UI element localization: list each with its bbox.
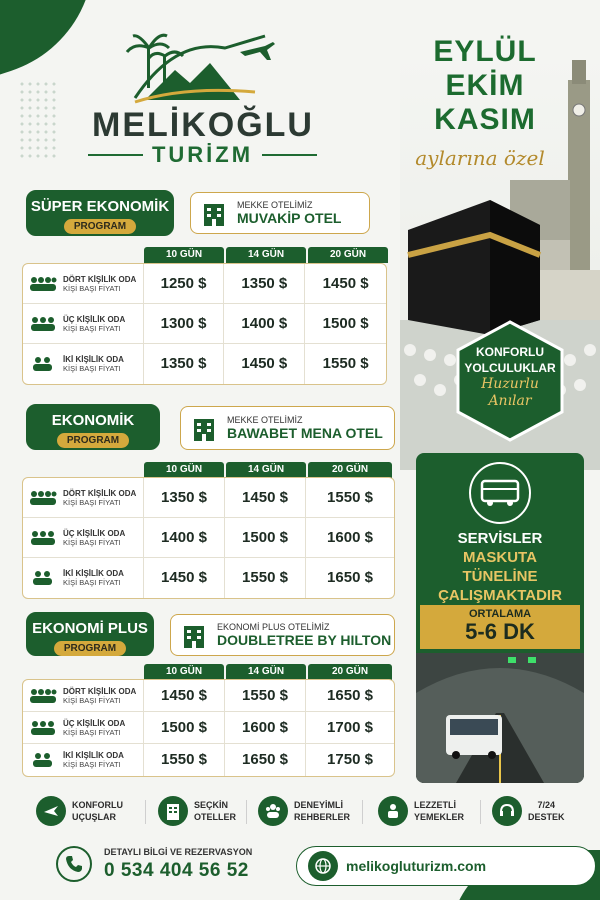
program-title: SÜPER EKONOMİK [30, 198, 170, 215]
feature-label: DESTEK [528, 812, 565, 822]
room-sub: KİŞİ BAŞI FİYATI [63, 497, 121, 507]
room-sub: KİŞİ BAŞI FİYATI [63, 283, 121, 293]
months-script: aylarına özel [415, 146, 545, 170]
globe-icon [308, 851, 338, 881]
hex-script: Huzurlu [481, 376, 539, 392]
price-cell: 1550 $ [322, 355, 369, 372]
four-people-icon [29, 688, 57, 704]
feature-label: REHBERLER [294, 812, 351, 822]
price-cell: 1650 $ [327, 569, 373, 586]
room-type: ÜÇ KİŞİLİK ODA [63, 314, 126, 324]
month-line: KASIM [434, 103, 536, 136]
support-icon [492, 796, 522, 826]
price-cell: 1500 $ [144, 712, 225, 743]
brand-sub: TURİZM [151, 142, 254, 167]
hex-line: YOLCULUKLAR [464, 361, 556, 375]
feature-label: LEZZETLİ [414, 800, 456, 810]
three-people-icon [29, 530, 57, 546]
logo-icon [115, 28, 285, 108]
table-row [23, 744, 394, 776]
month-line: EKİM [445, 69, 525, 102]
price-cell: 1350 $ [144, 344, 225, 384]
hotel-name: MUVAKİP OTEL [237, 210, 342, 226]
price-cell: 1600 $ [225, 712, 306, 743]
room-type: İKİ KİŞİLİK ODA [63, 355, 124, 364]
price-cell: 1550 $ [144, 744, 225, 776]
column-header: 10 GÜN [144, 664, 224, 680]
room-sub: KİŞİ BAŞI FİYATI [63, 364, 121, 373]
room-type: İKİ KİŞİLİK ODA [63, 569, 124, 578]
phone-number[interactable]: 0 534 404 56 52 [104, 860, 249, 881]
three-people-icon [29, 720, 57, 736]
four-people-icon [29, 276, 57, 292]
table-header [144, 247, 390, 263]
food-icon [378, 796, 408, 826]
feature-label: KONFORLU [72, 800, 123, 810]
table-row [23, 680, 394, 712]
price-cell: 1650 $ [327, 687, 373, 704]
table-row [23, 518, 394, 558]
hex-line: KONFORLU [476, 345, 544, 359]
room-sub: KİŞİ BAŞI FİYATI [63, 760, 121, 769]
price-cell: 1650 $ [225, 744, 306, 776]
price-table [22, 263, 387, 385]
duration-box [420, 605, 580, 649]
room-type: ÜÇ KİŞİLİK ODA [63, 718, 126, 728]
contact-label: DETAYLI BİLGİ VE REZERVASYON [104, 847, 253, 857]
feature-item [258, 796, 350, 826]
program-header [26, 612, 154, 656]
price-cell: 1550 $ [225, 680, 306, 711]
feature-item [378, 796, 464, 826]
hotel-icon [158, 796, 188, 826]
table-row [23, 304, 386, 344]
phone-icon[interactable] [56, 846, 92, 882]
price-cell: 1500 $ [322, 315, 369, 332]
duration-caption: ORTALAMA [468, 608, 532, 620]
price-cell: 1450 $ [322, 275, 369, 292]
hotel-caption: EKONOMİ PLUS OTELİMİZ [217, 622, 330, 632]
hotel-card [190, 192, 370, 234]
feature-label: SEÇKİN [194, 800, 229, 810]
two-people-icon [29, 752, 57, 768]
table-header [144, 664, 394, 680]
price-cell: 1250 $ [144, 264, 225, 303]
price-cell: 1400 $ [224, 304, 305, 343]
column-header: 14 GÜN [226, 462, 306, 478]
hex-badge-text [460, 344, 560, 410]
price-cell: 1300 $ [144, 304, 225, 343]
program-title: EKONOMİK [51, 412, 135, 429]
room-type: DÖRT KİŞİLİK ODA [63, 488, 137, 498]
price-cell: 1450 $ [144, 558, 225, 598]
room-type: İKİ KİŞİLİK ODA [63, 751, 124, 760]
hotel-name: DOUBLETREE BY HILTON [217, 632, 392, 648]
plane-icon [36, 796, 66, 826]
services-panel [416, 453, 584, 783]
table-row [23, 264, 386, 304]
building-icon [201, 200, 227, 226]
column-header: 14 GÜN [226, 247, 306, 263]
services-line: TÜNELİNE [462, 568, 538, 585]
room-type: DÖRT KİŞİLİK ODA [63, 274, 137, 284]
column-header: 10 GÜN [144, 462, 224, 478]
price-cell: 1550 $ [327, 489, 373, 506]
divider [480, 800, 481, 824]
services-line: SERVİSLER [457, 530, 543, 547]
months-headline [425, 35, 545, 137]
bus-icon [468, 461, 532, 525]
two-people-icon [29, 570, 57, 586]
program-title: EKONOMİ PLUS [32, 620, 148, 637]
services-line: MASKUTA [463, 549, 537, 566]
table-row [23, 344, 386, 384]
divider [246, 800, 247, 824]
room-sub: KİŞİ BAŞI FİYATI [63, 323, 121, 333]
room-sub: KİŞİ BAŞI FİYATI [63, 695, 121, 705]
hex-script: Anılar [488, 393, 532, 409]
dot-pattern [18, 80, 58, 160]
column-header: 20 GÜN [308, 664, 392, 680]
duration-value: 5-6 DK [465, 619, 535, 644]
services-line: ÇALIŞMAKTADIR [438, 587, 562, 604]
table-row [23, 558, 394, 598]
price-cell: 1350 $ [224, 264, 305, 303]
column-header: 14 GÜN [226, 664, 306, 680]
divider [145, 800, 146, 824]
price-table [22, 477, 395, 599]
corner-decoration [0, 0, 125, 80]
room-type: ÜÇ KİŞİLİK ODA [63, 528, 126, 538]
table-row [23, 712, 394, 744]
room-type: DÖRT KİŞİLİK ODA [63, 686, 137, 696]
room-sub: KİŞİ BAŞI FİYATI [63, 537, 121, 547]
feature-item [36, 796, 123, 826]
building-icon [191, 415, 217, 441]
three-people-icon [29, 316, 57, 332]
brand-name: MELİKOĞLU [92, 106, 314, 144]
feature-label: UÇUŞLAR [72, 812, 116, 822]
price-table [22, 679, 395, 777]
table-header [144, 462, 394, 478]
services-title [416, 529, 584, 605]
program-badge: PROGRAM [57, 433, 129, 448]
two-people-icon [29, 356, 57, 372]
feature-label: YEMEKLER [414, 812, 465, 822]
hotel-name: BAWABET MENA OTEL [227, 425, 383, 441]
feature-label: DENEYİMLİ [294, 800, 344, 810]
website-link[interactable]: melikogluturizm.com [346, 858, 487, 874]
price-cell: 1450 $ [144, 680, 225, 711]
feature-item [158, 796, 236, 826]
guide-icon [258, 796, 288, 826]
table-row [23, 478, 394, 518]
tunnel-photo [416, 653, 584, 783]
price-cell: 1450 $ [225, 478, 306, 517]
price-cell: 1750 $ [327, 751, 373, 768]
room-sub: KİŞİ BAŞI FİYATI [63, 578, 121, 587]
hotel-caption: MEKKE OTELİMİZ [237, 200, 313, 210]
program-badge: PROGRAM [64, 219, 136, 234]
feature-item [492, 796, 565, 826]
month-line: EYLÜL [433, 35, 537, 68]
divider [262, 154, 317, 156]
feature-label: OTELLER [194, 812, 236, 822]
program-header [26, 404, 160, 450]
program-badge: PROGRAM [54, 641, 126, 656]
price-cell: 1350 $ [144, 478, 225, 517]
program-header [26, 190, 174, 236]
price-cell: 1600 $ [327, 529, 373, 546]
divider [362, 800, 363, 824]
feature-label: 7/24 [537, 800, 556, 810]
hotel-caption: MEKKE OTELİMİZ [227, 415, 303, 425]
column-header: 10 GÜN [144, 247, 224, 263]
price-cell: 1450 $ [224, 344, 305, 384]
price-cell: 1500 $ [225, 518, 306, 557]
price-cell: 1700 $ [327, 719, 373, 736]
hotel-card [170, 614, 395, 656]
column-header: 20 GÜN [308, 247, 388, 263]
building-icon [181, 622, 207, 648]
four-people-icon [29, 490, 57, 506]
price-cell: 1400 $ [144, 518, 225, 557]
price-cell: 1550 $ [225, 558, 306, 598]
room-sub: KİŞİ BAŞI FİYATI [63, 727, 121, 737]
column-header: 20 GÜN [308, 462, 392, 478]
hotel-card [180, 406, 395, 450]
